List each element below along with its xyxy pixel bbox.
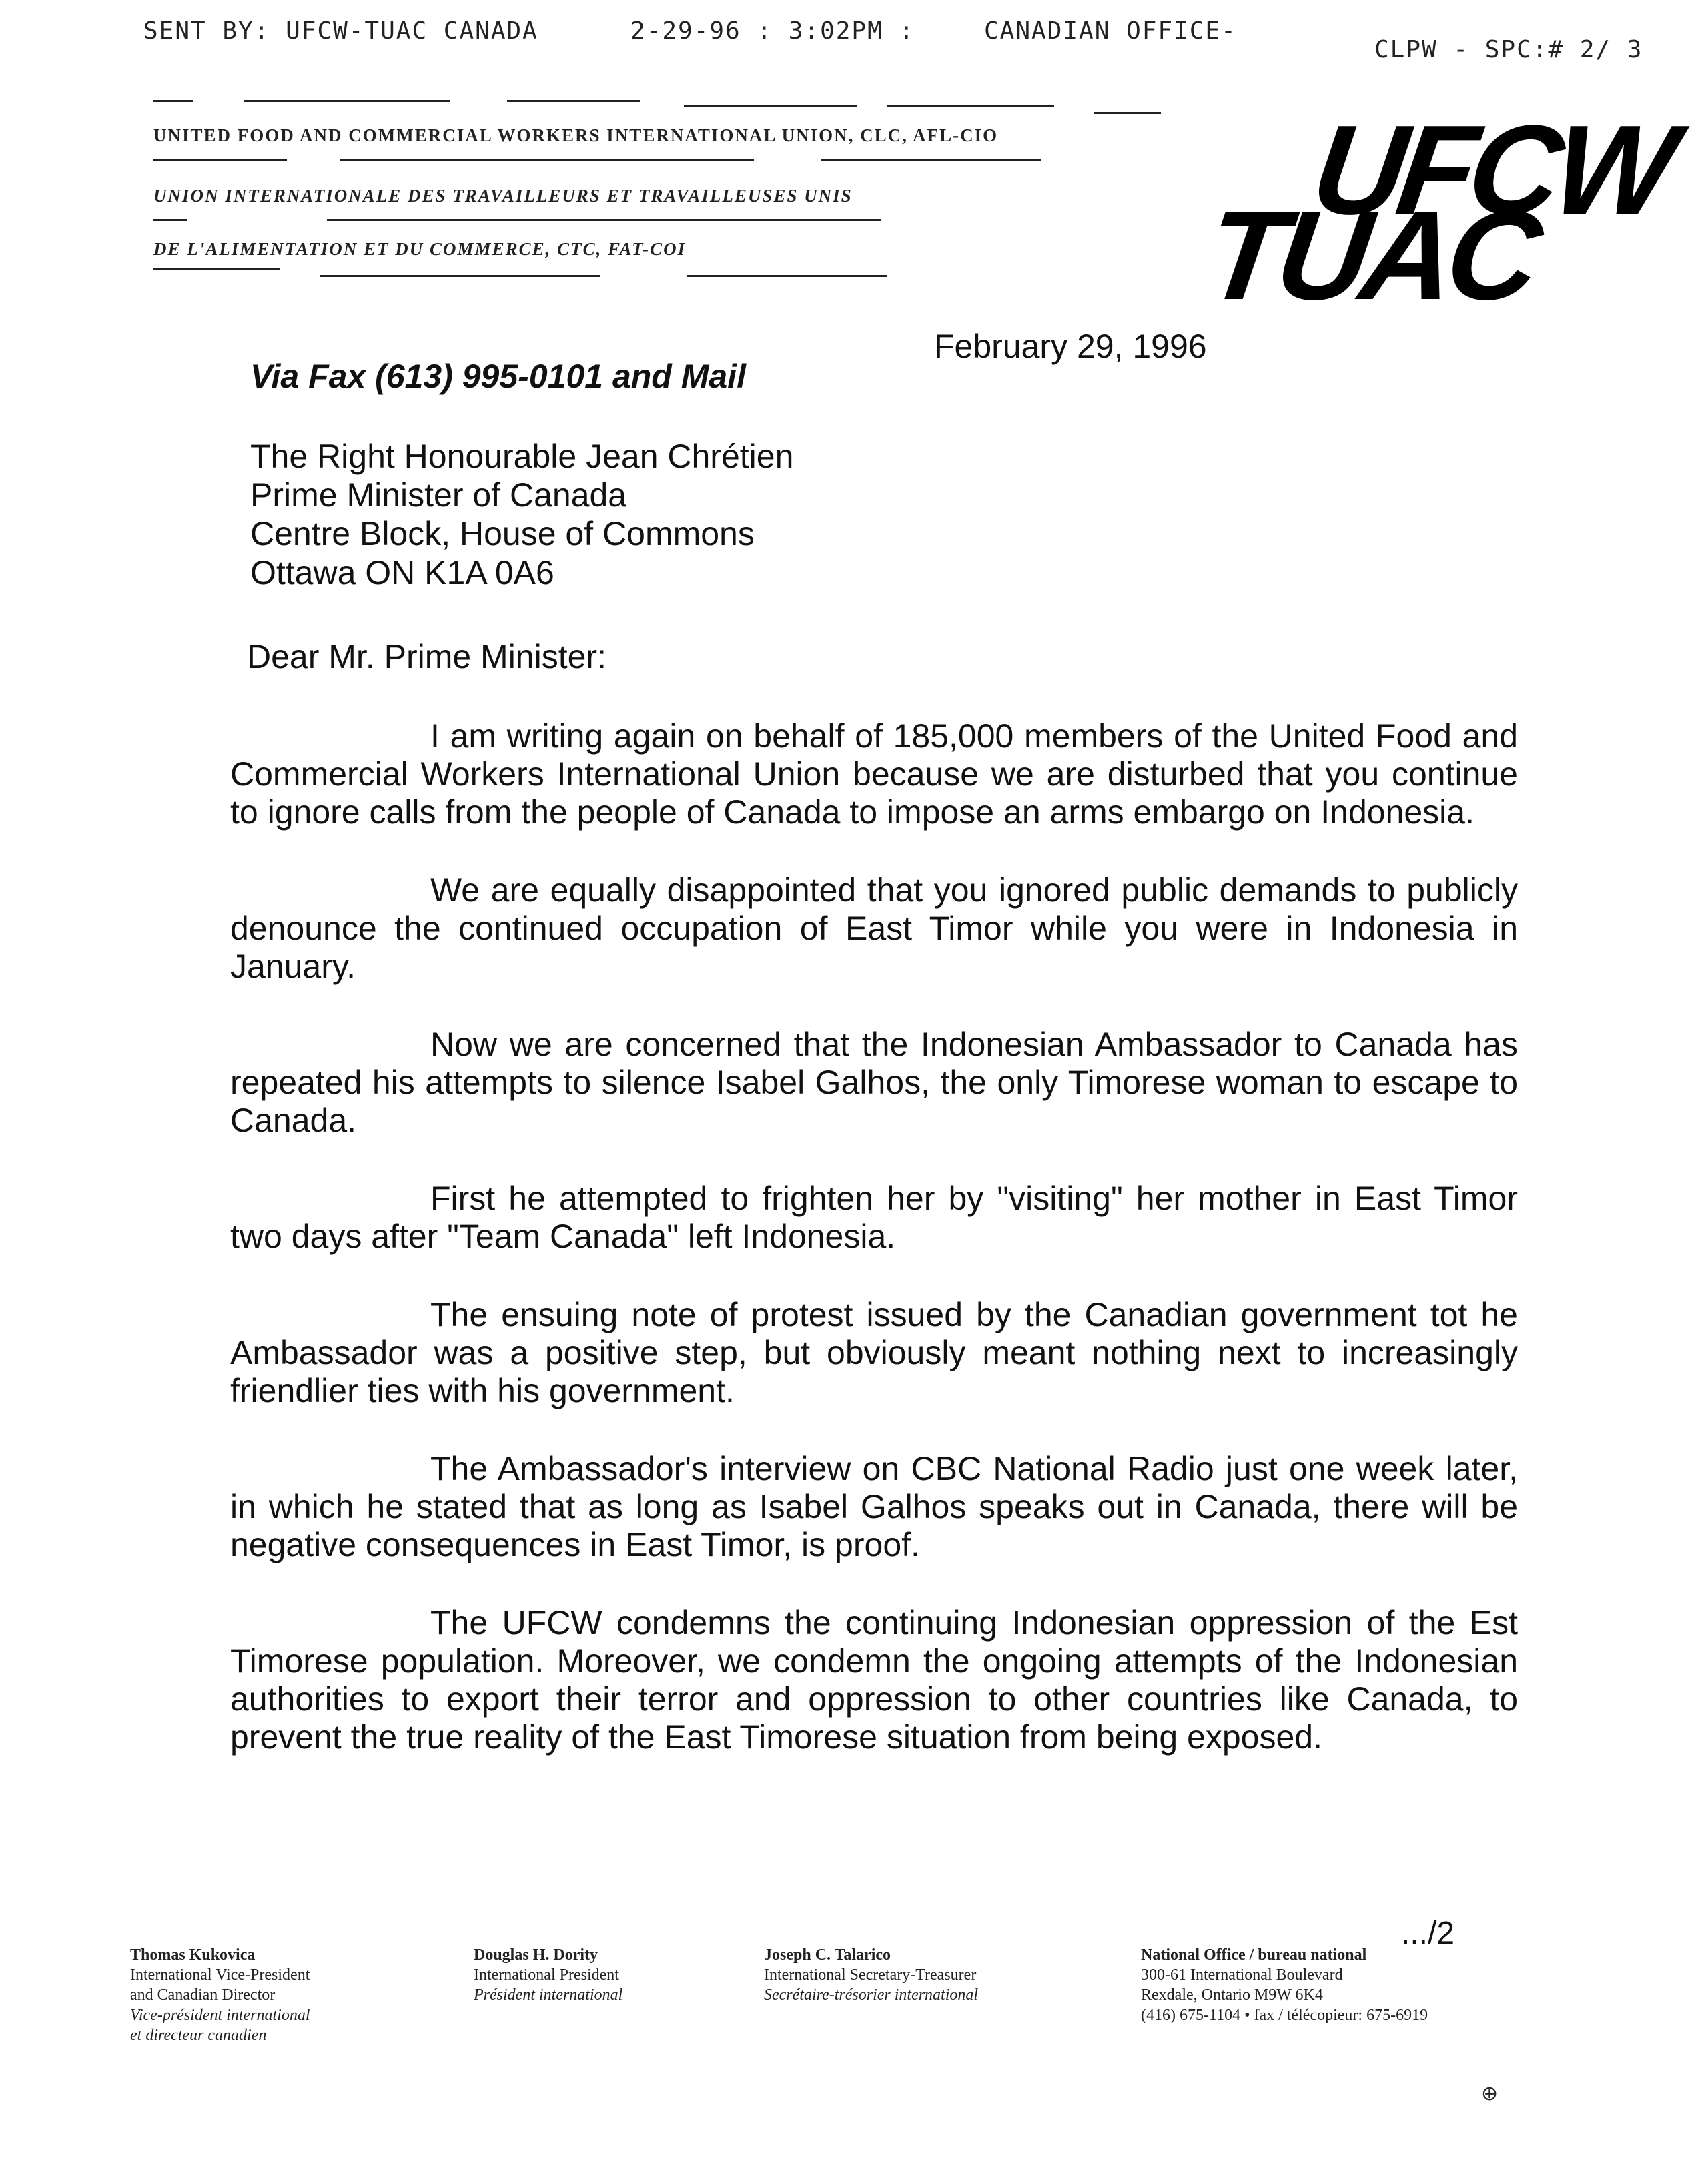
office-phone-fax: (416) 675-1104 • fax / télécopieur: 675-6919 xyxy=(1141,2007,1428,2024)
fax-page-number: CLPW - SPC:# 2/ 3 xyxy=(1374,36,1643,63)
officer-title: International President xyxy=(474,1966,619,1984)
recipient-address xyxy=(250,437,793,592)
footer-national-office xyxy=(1141,1945,1428,2025)
letter-body xyxy=(230,717,1518,1796)
union-name-french-1: UNION INTERNATIONALE DES TRAVAILLEURS ET TRAVAILLEUSES UNIS xyxy=(153,186,853,206)
officer-name: Joseph C. Talarico xyxy=(764,1946,891,1964)
fax-datetime: 2-29-96 : 3:02PM : xyxy=(630,17,915,45)
fax-header xyxy=(0,13,1708,63)
footer-officer-vice-president xyxy=(130,1945,310,2045)
officer-title: International Vice-President xyxy=(130,1966,310,1984)
address-line: Prime Minister of Canada xyxy=(250,476,627,514)
logo-ufcw: UFCW xyxy=(1304,99,1678,241)
union-name-english: UNITED FOOD AND COMMERCIAL WORKERS INTERNATIONAL UNION, CLC, AFL-CIO xyxy=(153,125,999,145)
letterhead-rule xyxy=(320,275,600,277)
letterhead-rule xyxy=(507,100,640,102)
officer-name: Thomas Kukovica xyxy=(130,1946,256,1964)
letterhead-rule xyxy=(153,159,287,161)
office-address-line: Rexdale, Ontario M9W 6K4 xyxy=(1141,1986,1323,2004)
letterhead-rule xyxy=(887,105,1054,107)
letterhead-rule xyxy=(821,159,1041,161)
letterhead-rule xyxy=(684,105,857,107)
body-paragraph: The Ambassador's interview on CBC National Radio just one week later, in which he stated that as long as Isabel Galhos speaks out in Canada, there will be negative consequences in East Timor, is proof. xyxy=(230,1450,1518,1563)
salutation: Dear Mr. Prime Minister: xyxy=(247,638,606,675)
body-paragraph: First he attempted to frighten her by "visiting" her mother in East Timor two days after "Team Canada" left Indonesia. xyxy=(230,1180,1518,1255)
body-paragraph: The UFCW condemns the continuing Indonesian oppression of the Est Timorese population. Moreover, we condemn the ongoing attempts of the Indonesian authorities to export their terror and oppression to other countries like Canada, to prevent the true reality of the East Timorese situation from being exposed. xyxy=(230,1604,1518,1756)
letterhead-rule xyxy=(1094,112,1161,114)
letterhead-rule xyxy=(327,219,881,221)
ufcw-tuac-logo xyxy=(1198,99,1678,326)
address-line: Ottawa ON K1A 0A6 xyxy=(250,554,554,591)
footer-officer-secretary-treasurer xyxy=(764,1945,978,2005)
address-line: The Right Honourable Jean Chrétien xyxy=(250,438,794,475)
fax-office: CANADIAN OFFICE- xyxy=(984,17,1237,45)
letter-date: February 29, 1996 xyxy=(934,328,1207,365)
letterhead-rule xyxy=(340,159,754,161)
letterhead-rule xyxy=(153,219,187,221)
union-label-icon: ⊕ xyxy=(1481,2083,1499,2105)
union-name-french-2: DE L'ALIMENTATION ET DU COMMERCE, CTC, FAT-COI xyxy=(153,239,687,259)
letter-footer xyxy=(0,1945,1708,2112)
address-line: Centre Block, House of Commons xyxy=(250,515,755,553)
fax-sender: SENT BY: UFCW-TUAC CANADA xyxy=(143,17,538,45)
delivery-method: Via Fax (613) 995-0101 and Mail xyxy=(250,358,746,395)
officer-title-french: Président international xyxy=(474,1986,623,2004)
letterhead-rule xyxy=(687,275,887,277)
officer-name: Douglas H. Dority xyxy=(474,1946,598,1964)
body-paragraph: The ensuing note of protest issued by the Canadian government tot he Ambassador was a positive step, but obviously meant nothing next to increasingly friendlier ties with his government. xyxy=(230,1296,1518,1409)
office-address-line: 300-61 International Boulevard xyxy=(1141,1966,1343,1984)
officer-title-french: Vice-président international xyxy=(130,2007,310,2024)
footer-officer-president xyxy=(474,1945,622,2005)
officer-title: International Secretary-Treasurer xyxy=(764,1966,977,1984)
letterhead-rule xyxy=(153,268,280,270)
union-letterhead xyxy=(153,93,1168,294)
body-paragraph: Now we are concerned that the Indonesian Ambassador to Canada has repeated his attempts to silence Isabel Galhos, the only Timorese woman to escape to Canada. xyxy=(230,1026,1518,1139)
officer-title: and Canadian Director xyxy=(130,1986,276,2004)
officer-title-french: Secrétaire-trésorier international xyxy=(764,1986,979,2004)
officer-title-french: et directeur canadien xyxy=(130,2027,267,2044)
page-continuation: .../2 xyxy=(1401,1916,1455,1951)
logo-tuac: TUAC xyxy=(1198,185,1543,326)
body-paragraph: We are equally disappointed that you ignored public demands to publicly denounce the continued occupation of East Timor while you were in Indonesia in January. xyxy=(230,871,1518,985)
letterhead-rule xyxy=(153,100,193,102)
office-heading: National Office / bureau national xyxy=(1141,1946,1367,1964)
letterhead-rule xyxy=(244,100,450,102)
body-paragraph: I am writing again on behalf of 185,000 members of the United Food and Commercial Workers International Union because we are disturbed that you continue to ignore calls from the people of Canada to impose an arms embargo on Indonesia. xyxy=(230,717,1518,831)
